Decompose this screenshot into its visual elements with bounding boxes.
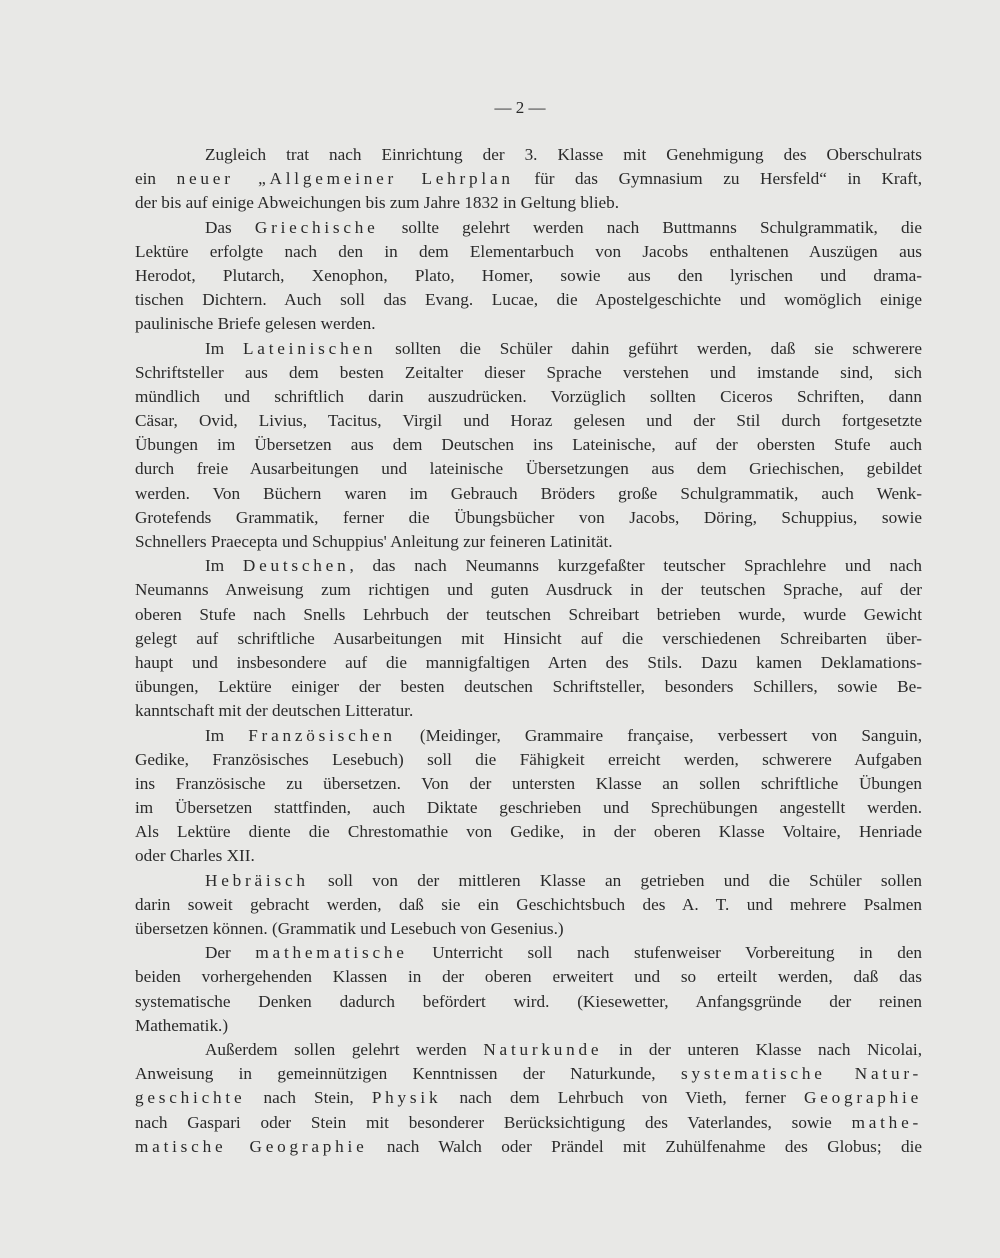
paragraph [135,216,922,337]
text-segment: Als Lektüre diente die Chrestomathie von Gedike, in der oberen Klasse Voltaire, Henriade [135,822,922,842]
text-segment: oder Charles XII. [135,846,255,866]
text-segment: Anweisung in gemeinnützigen Kenntnissen der Naturkunde, [135,1064,681,1084]
text-segment: Gedike, Französisches Lesebuch) soll die Fähigkeit erreicht werden, schwerere Aufgaben [135,749,922,769]
text-line [135,482,922,506]
text-segment: Zugleich trat nach Einrichtung der 3. Klasse mit Genehmigung des Oberschulrats [205,145,922,164]
text-line [135,941,922,965]
emphasized-text: Deutschen [242,556,350,576]
text-segment: Schnellers Praecepta und Schuppius' Anleitung zur feineren Latinität. [135,532,613,551]
text-segment: Das [205,217,255,237]
paragraph [135,869,922,942]
text-line [135,433,922,457]
text-line [135,554,922,578]
text-line [135,1111,922,1135]
paragraph [135,1038,922,1159]
text-line [135,893,922,917]
text-line [135,603,922,627]
text-line [135,772,922,796]
text-line [135,530,922,554]
paragraph [135,724,922,869]
text-segment: übungen, Lektüre einiger der besten deutschen Schriftsteller, besonders Schillers, sowie Be- [135,677,922,697]
text-segment: Im [205,556,243,576]
text-line [135,1135,922,1159]
text-segment: sollten die Schüler dahin geführt werden, daß sie schwerere [376,338,923,358]
text-segment: tischen Dichtern. Auch soll das Evang. Lucae, die Apostelgeschichte und womöglich einige [135,290,922,310]
text-segment: nach dem Lehrbuch von Vieth, ferner [441,1088,804,1108]
text-segment: im Übersetzen stattfinden, auch Diktate geschrieben und Sprechübungen angestellt werden. [135,798,922,818]
text-line [135,216,922,240]
text-line [135,675,922,699]
text-segment: ein [135,169,177,189]
text-line [135,1062,922,1086]
emphasized-text: Lateinischen [243,338,377,358]
emphasized-text: Geographie [803,1088,922,1108]
text-segment: kanntschaft mit der deutschen Litteratur. [135,701,414,721]
text-line [135,748,922,772]
text-segment: in der unteren Klasse nach Nicolai, [602,1039,922,1059]
text-segment: paulinische Briefe gelesen werden. [135,314,376,334]
text-segment: nach Gaspari oder Stein mit besonderer Berücksichtigung des Vaterlandes, sowie [135,1112,852,1132]
text-segment: Mathematik.) [135,1015,229,1035]
text-segment: mündlich und schriftlich darin auszudrücken. Vorzüglich sollten Ciceros Schriften, dann [135,386,922,406]
paragraph [135,337,922,555]
text-segment: Cäsar, Ovid, Livius, Tacitus, Virgil und Horaz gelesen und der Stil durch fortgesetzte [135,411,922,431]
text-segment: Herodot, Plutarch, Xenophon, Plato, Homer, sowie aus den lyrischen und drama- [135,265,922,285]
text-segment: durch freie Ausarbeitungen und lateinische Übersetzungen aus dem Griechischen, gebildet [135,459,922,479]
text-line [135,869,922,893]
body-text [135,143,922,1159]
text-segment: der bis auf einige Abweichungen bis zum Jahre 1832 in Geltung blieb. [135,193,620,213]
text-segment: systematische Denken dadurch befördert wird. (Kiesewetter, Anfangsgründe der reinen [135,991,922,1011]
text-segment: Unterricht soll nach stufenweiser Vorbereitung in den [407,943,923,963]
text-line [135,312,922,336]
text-line [135,457,922,481]
text-segment: Übungen im Übersetzen aus dem Deutschen ins Lateinische, auf der obersten Stufe auch [135,435,922,455]
text-line [135,143,922,167]
emphasized-text: neuer „Allgemeiner Lehrplan [176,169,514,189]
emphasized-text: systematische Natur- [680,1064,922,1084]
emphasized-text: Griechische [254,217,379,237]
text-segment: Außerdem sollen gelehrt werden [205,1039,484,1059]
paragraph [135,143,922,216]
text-segment: gelegt auf schriftliche Ausarbeitungen mit Hinsicht auf die verschiedenen Schreibarten über- [135,628,922,648]
text-line [135,990,922,1014]
text-line [135,167,922,191]
text-line [135,361,922,385]
text-segment: sollte gelehrt werden nach Buttmanns Schulgrammatik, die [378,217,922,237]
text-segment: oberen Stufe nach Snells Lehrbuch der teutschen Schreibart betrieben wurde, wurde Gewicht [135,604,922,624]
text-segment: Neumanns Anweisung zum richtigen und guten Ausdruck in der teutschen Sprache, auf der [135,580,922,600]
text-line [135,191,922,215]
text-line [135,1038,922,1062]
text-line [135,409,922,433]
paragraph [135,554,922,723]
paragraph [135,941,922,1038]
text-segment: haupt und insbesondere auf die mannigfaltigen Arten des Stils. Dazu kamen Deklamations- [135,652,922,672]
emphasized-text: Französischen [248,725,396,745]
text-segment: Der [205,943,256,963]
text-segment: Im [205,338,244,358]
text-line [135,240,922,264]
text-line [135,1086,922,1110]
text-segment: Schriftsteller aus dem besten Zeitalter dieser Sprache verstehen und imstande sind, sich [135,362,922,382]
text-segment: werden. Von Büchern waren im Gebrauch Bröders große Schulgrammatik, auch Wenk- [135,483,922,503]
text-segment: (Meidinger, Grammaire française, verbessert von Sanguin, [395,725,923,745]
emphasized-text: Physik [371,1088,442,1108]
text-line [135,965,922,989]
text-segment: ins Französische zu übersetzen. Von der untersten Klasse an sollen schriftliche Übungen [135,773,922,793]
text-line [135,578,922,602]
text-segment: beiden vorhergehenden Klassen in der oberen erweitert und so erteilt werden, daß das [135,967,922,987]
text-line [135,917,922,941]
page-number: — 2 — [494,98,546,117]
text-line [135,627,922,651]
text-segment: Grotefends Grammatik, ferner die Übungsbücher von Jacobs, Döring, Schuppius, sowie [135,507,922,527]
text-segment: übersetzen können. (Grammatik und Lesebuch von Gesenius.) [135,919,564,938]
text-line [135,651,922,675]
text-segment: nach Walch oder Prändel mit Zuhülfenahme des Globus; die [367,1136,922,1156]
text-line [135,699,922,723]
text-line [135,820,922,844]
emphasized-text: Naturkunde [483,1039,603,1059]
text-segment: , das nach Neumanns kurzgefaßter teutscher Sprachlehre und nach [349,556,923,576]
text-segment: Im [205,725,249,745]
text-segment: soll von der mittleren Klasse an getrieben und die Schüler sollen [308,870,922,890]
text-line [135,288,922,312]
text-line [135,264,922,288]
emphasized-text: geschichte [135,1088,246,1108]
emphasized-text: matische Geographie [135,1136,368,1156]
text-line [135,385,922,409]
text-line [135,1014,922,1038]
emphasized-text: mathematische [255,943,408,963]
text-line [135,796,922,820]
emphasized-text: Hebräisch [205,870,309,890]
text-line [135,506,922,530]
text-segment: darin soweit gebracht werden, daß sie ein Geschichtsbuch des A. T. und mehrere Psalmen [135,894,922,914]
text-line [135,724,922,748]
emphasized-text: mathe- [851,1112,922,1132]
text-segment: Lektüre erfolgte nach den in dem Elementarbuch von Jacobs enthaltenen Auszügen aus [135,241,922,261]
text-line [135,337,922,361]
text-line [135,844,922,868]
text-segment: nach Stein, [245,1088,372,1108]
text-segment: für das Gymnasium zu Hersfeld“ in Kraft, [513,169,923,189]
